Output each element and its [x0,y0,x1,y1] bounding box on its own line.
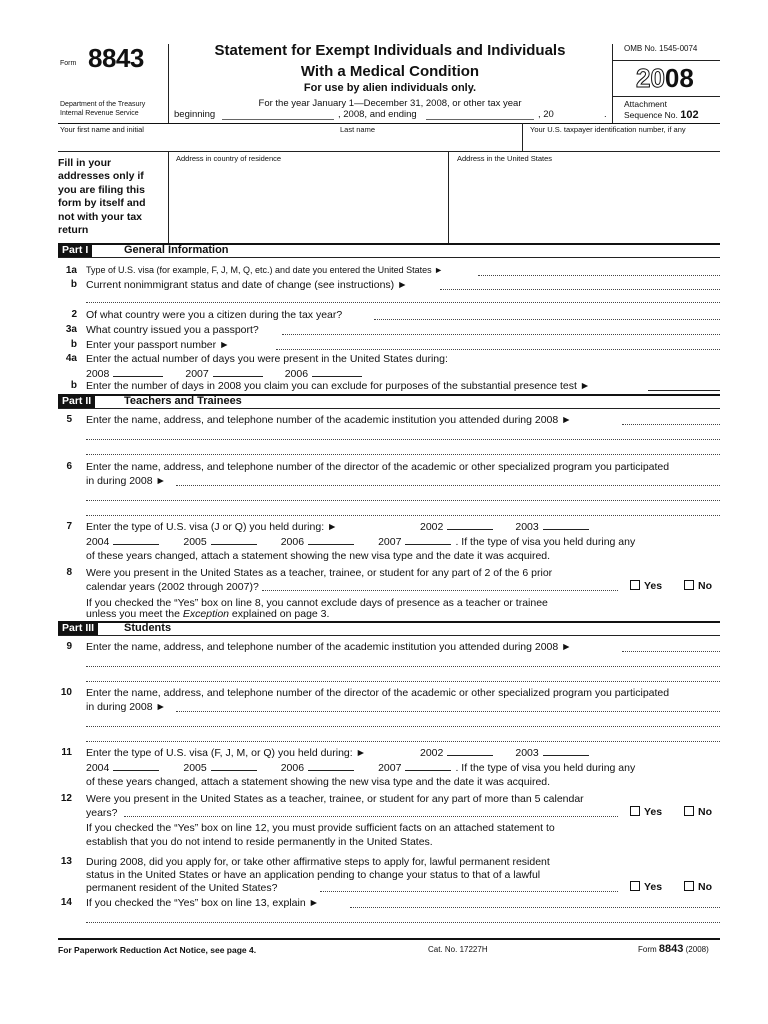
paperwork-notice: For Paperwork Reduction Act Notice, see page 4. [58,945,257,955]
beginning-label: beginning [174,109,216,120]
line-13-number: 13 [60,856,72,867]
line-12-no-checkbox[interactable] [684,806,694,816]
line-3a-number: 3a [65,324,77,335]
line-11-number: 11 [61,747,72,758]
line-14-field[interactable] [350,907,720,908]
part-3-label: Part III [58,622,98,635]
line-12-yes[interactable]: Yes [630,806,662,818]
first-name-field[interactable] [60,134,330,150]
line-13-no[interactable]: No [684,881,712,893]
student-visa-2003-field[interactable] [543,748,589,756]
line-14-number: 14 [60,897,72,908]
visa-2007-field[interactable] [405,537,451,545]
line-1a-field[interactable] [478,275,720,276]
line-6-label: Enter the name, address, and telephone number of the director of the academic or other specialized program you participated [86,461,670,473]
line-12-no[interactable]: No [684,806,712,818]
line-1a-number: 1a [65,265,77,276]
visa-2004-field[interactable] [113,537,159,545]
line-12-yes-checkbox[interactable] [630,806,640,816]
line-10-field-2[interactable] [86,726,720,727]
period: . [604,109,607,120]
tax-year-line: For the year January 1—December 31, 2008, or other tax year [258,98,522,109]
visa-2005-field[interactable] [211,537,257,545]
line-7-number: 7 [66,521,72,532]
line-9-field-3[interactable] [86,681,720,682]
address-instructions: Fill in your addresses only if you are filing this form by itself and not with your tax return [58,157,146,237]
form-word: Form [60,60,77,67]
line-6-label-2: in during 2008 ► [86,475,166,487]
line-10-label: Enter the name, address, and telephone number of the director of the academic or other specialized program you participated [86,687,670,699]
line-12-note: If you checked the “Yes” box on line 12, you must provide sufficient facts on an attached statement to [86,822,555,834]
line-8-label-2: calendar years (2002 through 2007)? [86,581,259,593]
sequence-number: 102 [680,109,699,121]
line-3b-number: b [70,339,77,350]
line-10-field[interactable] [176,711,720,712]
line-9-number: 9 [66,641,72,652]
line-13-label: During 2008, did you apply for, or take other affirmative steps to apply for, lawful permanent resident [86,856,550,868]
line-11-years-top: 2002 2003 [420,747,595,759]
student-visa-2002-field[interactable] [447,748,493,756]
and-ending-label: , 2008, and ending [338,109,417,120]
country-address-field[interactable] [172,166,444,240]
line-2-label: Of what country were you a citizen during the tax year? [86,309,343,321]
student-visa-2006-field[interactable] [308,763,354,771]
line-8-yes-checkbox[interactable] [630,580,640,590]
part-1-title: General Information [124,244,229,256]
student-visa-2007-field[interactable] [405,763,451,771]
days-2007-field[interactable] [213,369,263,377]
line-13-no-checkbox[interactable] [684,881,694,891]
line-1b-field[interactable] [440,289,720,290]
line-14-field-2[interactable] [86,922,720,923]
line-8-no-checkbox[interactable] [684,580,694,590]
line-5-field[interactable] [622,424,720,425]
line-10-field-3[interactable] [86,741,720,742]
line-4b-number: b [70,380,77,391]
line-1b-field-2[interactable] [86,302,720,303]
line-5-field-2[interactable] [86,439,720,440]
omb-number: OMB No. 1545-0074 [624,44,698,53]
line-1a-label: Type of U.S. visa (for example, F, J, M, Q, etc.) and date you entered the United States ► [86,265,444,275]
tin-label: Your U.S. taxpayer identification number, if any [530,125,686,134]
visa-2002-field[interactable] [447,522,493,530]
days-2006-field[interactable] [312,369,362,377]
line-2-field[interactable] [374,319,720,320]
part-3-title: Students [124,622,172,634]
line-13-yes-checkbox[interactable] [630,881,640,891]
line-4a-number: 4a [65,353,77,364]
line-12-label: Were you present in the United States as a teacher, trainee, or student for any part of more than 5 calendar [86,793,584,805]
line-10-label-2: in during 2008 ► [86,701,166,713]
line-8-yes[interactable]: Yes [630,580,662,592]
line-4b-field[interactable] [648,390,720,391]
year-outline: 20 [636,63,665,93]
line-13-label-2: status in the United States or have an application pending to change your status to that of a lawful [86,869,541,881]
sequence-label: Sequence No. 102 [624,109,699,121]
visa-2006-field[interactable] [308,537,354,545]
line-5-label: Enter the name, address, and telephone number of the academic institution you attended during 2008 ► [86,414,572,426]
line-4a-label: Enter the actual number of days you were present in the United States during: [86,353,448,365]
part-1-label: Part I [58,244,92,257]
comma-20: , 20 [538,109,554,120]
line-12-label-2: years? [86,807,118,819]
line-11-years-bottom: 2004 2005 2006 2007 . If the type of visa you held during any [86,762,636,774]
line-13-label-3: permanent resident of the United States? [86,882,278,894]
year-bold: 08 [664,63,694,93]
line-8-number: 8 [66,567,72,578]
dept-treasury: Department of the Treasury [60,101,146,108]
line-12-note-2: establish that you do not intend to reside permanently in the United States. [86,836,433,848]
last-name-label: Last name [340,125,376,134]
line-8-label: Were you present in the United States as a teacher, trainee, or student for any part of 2 of the 6 prior [86,567,553,579]
line-13-yes[interactable]: Yes [630,881,662,893]
tax-year [636,63,694,94]
line-4b-label: Enter the number of days in 2008 you claim you can exclude for purposes of the substantial presence test ► [86,380,591,392]
line-7-label: Enter the type of U.S. visa (J or Q) you held during: ► [86,521,338,533]
line-12-number: 12 [60,793,72,804]
line-11-label: Enter the type of U.S. visa (F, J, M, or Q) you held during: ► [86,747,367,759]
days-2008-field[interactable] [113,369,163,377]
line-14-label: If you checked the “Yes” box on line 13, explain ► [86,897,319,909]
visa-2003-field[interactable] [543,522,589,530]
line-1b-label: Current nonimmigrant status and date of change (see instructions) ► [86,279,408,291]
catalog-number: Cat. No. 17227H [428,945,488,954]
line-6-field-2[interactable] [86,500,720,501]
line-6-field[interactable] [176,485,720,486]
line-8-note-2: unless you meet the Exception explained on page 3. [86,608,330,620]
us-address-label: Address in the United States [457,154,553,163]
student-visa-2005-field[interactable] [211,763,257,771]
form-title-line2: With a Medical Condition [300,63,480,80]
part-2-label: Part II [58,395,95,408]
last-name-field[interactable] [340,134,520,150]
line-6-field-3[interactable] [86,515,720,516]
line-10-number: 10 [60,687,72,698]
line-7-years-top: 2002 2003 [420,521,595,533]
line-8-no[interactable]: No [684,580,712,592]
line-9-field-2[interactable] [86,666,720,667]
line-3a-field[interactable] [282,334,720,335]
line-6-number: 6 [66,461,72,472]
form-title-line1: Statement for Exempt Individuals and Individuals [214,42,566,59]
line-9-field[interactable] [622,651,720,652]
line-5-number: 5 [66,414,72,425]
line-11-note: of these years changed, attach a statement showing the new visa type and the date it was acquired. [86,776,551,788]
student-visa-2004-field[interactable] [113,763,159,771]
line-1b-number: b [70,279,77,290]
irs-name: Internal Revenue Service [60,110,139,117]
line-7-years-bottom: 2004 2005 2006 2007 . If the type of visa you held during any [86,536,636,548]
attachment-label: Attachment [624,99,667,109]
country-address-label: Address in country of residence [176,154,282,163]
line-3b-label: Enter your passport number ► [86,339,230,351]
line-4a-years: 2008 2007 2006 [86,368,368,380]
line-3a-label: What country issued you a passport? [86,324,259,336]
line-7-note: of these years changed, attach a statement showing the new visa type and the date it was acquired. [86,550,551,562]
line-8-note: If you checked the “Yes” box on line 8, you cannot exclude days of presence as a teacher or trainee [86,597,548,609]
us-address-field[interactable] [452,166,718,240]
line-9-label: Enter the name, address, and telephone number of the academic institution you attended during 2008 ► [86,641,572,653]
line-2-number: 2 [71,309,77,320]
line-5-field-3[interactable] [86,454,720,455]
footer-form-id: Form 8843 (2008) [638,943,709,955]
form-number: 8843 [88,43,144,73]
tin-field[interactable] [530,134,718,150]
first-name-label: Your first name and initial [60,125,144,134]
line-3b-field[interactable] [276,349,720,350]
part-2-title: Teachers and Trainees [124,395,242,407]
form-subtitle: For use by alien individuals only. [303,82,477,94]
